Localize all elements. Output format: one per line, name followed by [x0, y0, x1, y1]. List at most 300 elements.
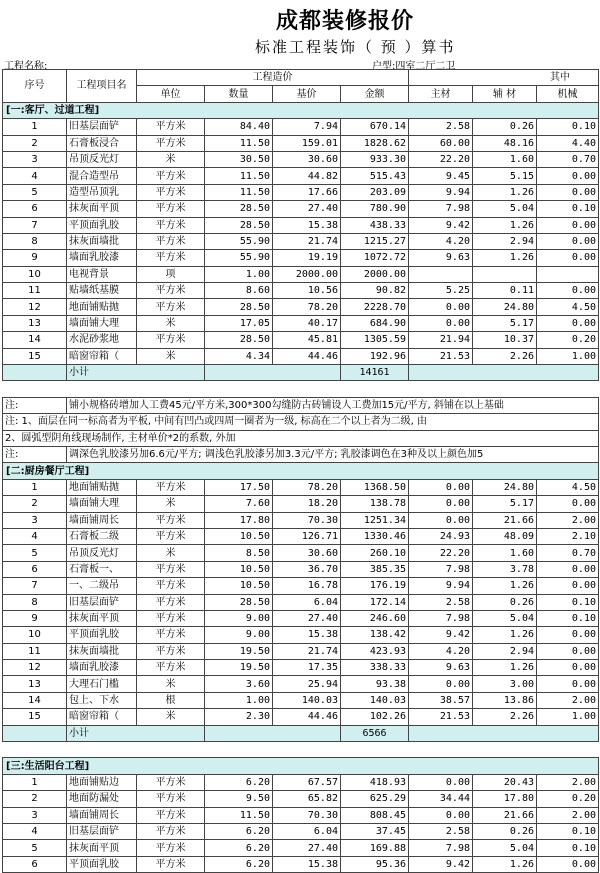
cell-aux-mat: 1.26 — [473, 184, 537, 200]
cell-mech — [537, 266, 599, 282]
cell-qty: 8.60 — [205, 283, 273, 299]
cell-mech: 0.20 — [537, 791, 599, 807]
cell-qty: 10.50 — [205, 528, 273, 544]
cell-qty: 9.00 — [205, 627, 273, 643]
cell-unit: 米 — [137, 676, 205, 692]
note-text: 注: 1、面层在同一标高者为平板, 中间有凹凸或四周一圈者为一级, 标高在二个以上者为二级, 由 — [3, 414, 599, 430]
cell-main-mat: 0.00 — [409, 676, 473, 692]
cell-qty: 11.50 — [205, 135, 273, 151]
cell-no: 2 — [3, 135, 67, 151]
cell-amount: 625.29 — [341, 791, 409, 807]
cell-qty: 17.05 — [205, 315, 273, 331]
cell-mech: 1.00 — [537, 709, 599, 725]
cell-item: 平顶面乳胶 — [67, 856, 137, 872]
cell-unit: 平方米 — [137, 856, 205, 872]
note-row — [3, 446, 599, 462]
cell-main-mat: 38.57 — [409, 692, 473, 708]
cell-aux-mat: 21.66 — [473, 807, 537, 823]
cell-mech: 2.00 — [537, 512, 599, 528]
cell-aux-mat: 2.26 — [473, 709, 537, 725]
cell-main-mat: 7.98 — [409, 610, 473, 626]
table-row — [3, 266, 599, 282]
cell-amount: 172.14 — [341, 594, 409, 610]
blank-cell — [3, 742, 599, 758]
cell-price: 7.94 — [273, 119, 341, 135]
table-row — [3, 168, 599, 184]
house-type-label: 户型:四室二厅二卫 — [372, 61, 456, 72]
note-row — [3, 397, 599, 413]
cell-price: 10.56 — [273, 283, 341, 299]
cell-main-mat: 60.00 — [409, 135, 473, 151]
quote-table — [2, 69, 599, 873]
cell-item: 地面铺贴抛 — [67, 299, 137, 315]
cell-price: 44.46 — [273, 709, 341, 725]
table-row — [3, 528, 599, 544]
cell-amount: 515.43 — [341, 168, 409, 184]
cell-item: 暗窗帘箱（ — [67, 709, 137, 725]
table-row — [3, 774, 599, 790]
cell-unit: 平方米 — [137, 578, 205, 594]
cell-unit: 平方米 — [137, 299, 205, 315]
cell-item: 旧基层面铲 — [67, 119, 137, 135]
cell-item: 水泥砂浆地 — [67, 332, 137, 348]
col-header-price: 基价 — [273, 86, 341, 102]
cell-no: 3 — [3, 512, 67, 528]
cell-aux-mat: 24.80 — [473, 299, 537, 315]
cell-no: 10 — [3, 627, 67, 643]
cell-price: 78.20 — [273, 299, 341, 315]
col-header-main-mat: 主材 — [409, 86, 473, 102]
cell-qty: 84.40 — [205, 119, 273, 135]
cell-no: 12 — [3, 660, 67, 676]
cell-unit: 平方米 — [137, 283, 205, 299]
cell-no: 3 — [3, 151, 67, 167]
cell-item: 墙面铺周长 — [67, 512, 137, 528]
project-name-label: 工程名称: — [4, 61, 48, 72]
cell-item: 墙面铺周长 — [67, 807, 137, 823]
cell-aux-mat: 2.26 — [473, 348, 537, 364]
cell-qty: 19.50 — [205, 643, 273, 659]
cell-qty: 11.50 — [205, 168, 273, 184]
cell-qty: 10.50 — [205, 578, 273, 594]
cell-aux-mat: 1.26 — [473, 217, 537, 233]
cell-main-mat: 9.63 — [409, 250, 473, 266]
cell-qty: 30.50 — [205, 151, 273, 167]
cell-qty: 11.50 — [205, 184, 273, 200]
cell-mech: 0.70 — [537, 151, 599, 167]
table-row — [3, 119, 599, 135]
table-row — [3, 479, 599, 495]
cell-main-mat: 7.98 — [409, 561, 473, 577]
cell-amount: 808.45 — [341, 807, 409, 823]
cell-main-mat: 22.20 — [409, 545, 473, 561]
table-row — [3, 201, 599, 217]
subtotal-row — [3, 725, 599, 741]
table-row — [3, 315, 599, 331]
cell-unit: 平方米 — [137, 823, 205, 839]
cell-aux-mat: 48.16 — [473, 135, 537, 151]
col-header-group-among: 其中 — [409, 70, 599, 86]
cell-mech: 0.10 — [537, 823, 599, 839]
cell-qty: 6.20 — [205, 774, 273, 790]
cell-main-mat: 5.25 — [409, 283, 473, 299]
table-row — [3, 545, 599, 561]
cell-mech: 0.00 — [537, 627, 599, 643]
col-header-aux-mat: 辅 材 — [473, 86, 537, 102]
cell-price: 40.17 — [273, 315, 341, 331]
cell-price: 15.38 — [273, 217, 341, 233]
table-row — [3, 856, 599, 872]
cell-main-mat: 0.00 — [409, 512, 473, 528]
cell-qty: 6.20 — [205, 856, 273, 872]
cell-mech: 0.20 — [537, 332, 599, 348]
table-row — [3, 823, 599, 839]
cell-no: 4 — [3, 168, 67, 184]
cell-item: 抹灰面墙批 — [67, 643, 137, 659]
cell-qty: 28.50 — [205, 299, 273, 315]
cell-unit: 平方米 — [137, 479, 205, 495]
cell-main-mat: 2.58 — [409, 119, 473, 135]
cell-aux-mat: 1.26 — [473, 660, 537, 676]
cell-mech: 0.00 — [537, 561, 599, 577]
cell-main-mat: 0.00 — [409, 496, 473, 512]
cell-no: 9 — [3, 610, 67, 626]
cell-amount: 1828.62 — [341, 135, 409, 151]
cell-unit: 米 — [137, 496, 205, 512]
cell-main-mat: 21.94 — [409, 332, 473, 348]
cell-mech: 0.00 — [537, 496, 599, 512]
cell-qty: 28.50 — [205, 332, 273, 348]
cell-price: 6.04 — [273, 594, 341, 610]
table-row — [3, 512, 599, 528]
cell-mech: 2.00 — [537, 807, 599, 823]
cell-unit: 平方米 — [137, 610, 205, 626]
cell-mech: 2.10 — [537, 528, 599, 544]
cell-amount: 246.60 — [341, 610, 409, 626]
cell-main-mat: 21.53 — [409, 348, 473, 364]
cell-item: 地面铺贴边 — [67, 774, 137, 790]
cell-amount: 423.93 — [341, 643, 409, 659]
cell-unit: 平方米 — [137, 135, 205, 151]
cell-aux-mat: 0.11 — [473, 283, 537, 299]
cell-aux-mat: 5.15 — [473, 168, 537, 184]
cell-aux-mat: 2.94 — [473, 643, 537, 659]
cell-item: 一、二级吊 — [67, 578, 137, 594]
cell-unit: 平方米 — [137, 119, 205, 135]
cell-no: 13 — [3, 676, 67, 692]
cell-price: 21.74 — [273, 643, 341, 659]
cell-amount: 670.14 — [341, 119, 409, 135]
cell-main-mat: 9.45 — [409, 168, 473, 184]
cell-no: 5 — [3, 840, 67, 856]
cell-item: 石膏板浸合 — [67, 135, 137, 151]
cell-price: 44.46 — [273, 348, 341, 364]
cell-no: 6 — [3, 201, 67, 217]
cell-unit: 项 — [137, 266, 205, 282]
col-header-unit: 单位 — [137, 86, 205, 102]
cell-main-mat: 21.53 — [409, 709, 473, 725]
cell-price: 27.40 — [273, 610, 341, 626]
cell-mech: 0.10 — [537, 119, 599, 135]
cell-price: 16.78 — [273, 578, 341, 594]
note-row — [3, 414, 599, 430]
cell-price: 21.74 — [273, 233, 341, 249]
cell-main-mat: 24.93 — [409, 528, 473, 544]
cell-amount: 176.19 — [341, 578, 409, 594]
cell-unit: 平方米 — [137, 217, 205, 233]
cell-mech: 4.50 — [537, 299, 599, 315]
table-row — [3, 348, 599, 364]
cell-aux-mat: 2.94 — [473, 233, 537, 249]
cell-no: 15 — [3, 709, 67, 725]
note-text: 铺小规格砖增加人工费45元/平方米,300*300勾缝防古砖铺设人工费加15元/平方, 斜铺在以上基础 — [67, 397, 599, 413]
subtotal-label: 小计 — [67, 365, 205, 381]
cell-no: 12 — [3, 299, 67, 315]
cell-amount: 438.33 — [341, 217, 409, 233]
cell-mech: 0.00 — [537, 315, 599, 331]
cell-no: 8 — [3, 233, 67, 249]
section-header — [3, 758, 599, 774]
cell-amount: 2000.00 — [341, 266, 409, 282]
cell-main-mat: 9.42 — [409, 217, 473, 233]
page-title: 成都装修报价 — [275, 9, 414, 34]
header-row-1 — [3, 70, 599, 86]
cell-unit: 米 — [137, 348, 205, 364]
cell-price: 126.71 — [273, 528, 341, 544]
cell-main-mat: 0.00 — [409, 479, 473, 495]
cell-price: 30.60 — [273, 151, 341, 167]
cell-main-mat: 9.42 — [409, 856, 473, 872]
cell-mech: 0.00 — [537, 250, 599, 266]
cell-item: 旧基层面铲 — [67, 823, 137, 839]
cell-qty: 28.50 — [205, 201, 273, 217]
col-header-group-cost: 工程造价 — [137, 70, 409, 86]
cell-unit: 平方米 — [137, 332, 205, 348]
cell-amount: 140.03 — [341, 692, 409, 708]
cell-aux-mat: 24.80 — [473, 479, 537, 495]
cell-unit: 平方米 — [137, 233, 205, 249]
cell-aux-mat: 3.00 — [473, 676, 537, 692]
cell-unit: 米 — [137, 315, 205, 331]
table-row — [3, 299, 599, 315]
cell-item: 抹灰面平顶 — [67, 201, 137, 217]
cell-mech: 2.00 — [537, 692, 599, 708]
cell-item: 墙面乳胶漆 — [67, 660, 137, 676]
cell-main-mat: 0.00 — [409, 774, 473, 790]
cell-unit: 平方米 — [137, 774, 205, 790]
cell-price: 27.40 — [273, 201, 341, 217]
cell-amount: 1368.50 — [341, 479, 409, 495]
note-text: 2、圆弧型阴角线现场制作, 主材单价*2的系数, 外加 — [3, 430, 599, 446]
cell-qty: 6.20 — [205, 840, 273, 856]
cell-no: 14 — [3, 332, 67, 348]
table-row — [3, 561, 599, 577]
cell-price: 44.82 — [273, 168, 341, 184]
cell-item: 旧基层面铲 — [67, 594, 137, 610]
cell-amount: 338.33 — [341, 660, 409, 676]
cell-price: 2000.00 — [273, 266, 341, 282]
cell-mech: 0.10 — [537, 594, 599, 610]
section-header — [3, 102, 599, 118]
cell-qty: 9.00 — [205, 610, 273, 626]
cell-qty: 3.60 — [205, 676, 273, 692]
table-row — [3, 692, 599, 708]
cell-item: 大理石门槛 — [67, 676, 137, 692]
table-row — [3, 184, 599, 200]
table-row — [3, 332, 599, 348]
section-title: [三:生活阳台工程] — [3, 758, 599, 774]
table-row — [3, 791, 599, 807]
cell-unit: 平方米 — [137, 627, 205, 643]
cell-no: 7 — [3, 217, 67, 233]
cell-qty: 17.80 — [205, 512, 273, 528]
table-row — [3, 627, 599, 643]
cell-qty: 17.50 — [205, 479, 273, 495]
table-row — [3, 496, 599, 512]
cell-qty: 6.20 — [205, 823, 273, 839]
cell-item: 贴墙纸基膜 — [67, 283, 137, 299]
cell-main-mat: 0.00 — [409, 807, 473, 823]
cell-mech: 0.00 — [537, 168, 599, 184]
cell-qty: 1.00 — [205, 692, 273, 708]
cell-no: 14 — [3, 692, 67, 708]
blank-row — [3, 742, 599, 758]
cell-amount: 933.30 — [341, 151, 409, 167]
cell-no: 2 — [3, 496, 67, 512]
cell-no: 11 — [3, 283, 67, 299]
subtotal-blank — [409, 725, 599, 741]
table-row — [3, 840, 599, 856]
cell-price: 18.20 — [273, 496, 341, 512]
cell-item: 墙面乳胶漆 — [67, 250, 137, 266]
cell-aux-mat: 17.80 — [473, 791, 537, 807]
cell-aux-mat: 0.26 — [473, 823, 537, 839]
blank-row — [3, 381, 599, 397]
table-row — [3, 643, 599, 659]
cell-price: 6.04 — [273, 823, 341, 839]
cell-aux-mat: 5.04 — [473, 840, 537, 856]
cell-price: 19.19 — [273, 250, 341, 266]
cell-amount: 169.88 — [341, 840, 409, 856]
cell-no: 1 — [3, 479, 67, 495]
cell-amount: 2228.70 — [341, 299, 409, 315]
cell-price: 17.35 — [273, 660, 341, 676]
col-header-item: 工程项目名 — [67, 70, 137, 103]
cell-qty: 11.50 — [205, 807, 273, 823]
cell-no: 6 — [3, 856, 67, 872]
cell-aux-mat: 1.26 — [473, 250, 537, 266]
cell-main-mat: 7.98 — [409, 201, 473, 217]
cell-price: 67.57 — [273, 774, 341, 790]
cell-aux-mat: 0.26 — [473, 594, 537, 610]
cell-qty: 4.34 — [205, 348, 273, 364]
cell-unit: 平方米 — [137, 201, 205, 217]
cell-amount: 203.09 — [341, 184, 409, 200]
subtotal-blank — [409, 365, 599, 381]
cell-unit: 平方米 — [137, 791, 205, 807]
cell-qty: 19.50 — [205, 660, 273, 676]
page-subtitle: 标准工程装饰（ 预 ）算书 — [255, 38, 456, 56]
subtotal-value: 14161 — [341, 365, 409, 381]
cell-price: 15.38 — [273, 856, 341, 872]
table-row — [3, 594, 599, 610]
cell-main-mat: 7.98 — [409, 840, 473, 856]
cell-amount: 138.42 — [341, 627, 409, 643]
cell-item: 混合造型吊 — [67, 168, 137, 184]
section-title: [一:客厅、过道工程] — [3, 102, 599, 118]
cell-main-mat: 9.63 — [409, 660, 473, 676]
cell-price: 65.82 — [273, 791, 341, 807]
cell-aux-mat: 5.04 — [473, 610, 537, 626]
cell-price: 70.30 — [273, 807, 341, 823]
cell-main-mat: 2.58 — [409, 594, 473, 610]
cell-mech: 0.00 — [537, 856, 599, 872]
cell-main-mat: 9.94 — [409, 184, 473, 200]
cell-no: 13 — [3, 315, 67, 331]
cell-item: 抹灰面墙批 — [67, 233, 137, 249]
cell-price: 70.30 — [273, 512, 341, 528]
cell-mech: 0.00 — [537, 233, 599, 249]
table-row — [3, 578, 599, 594]
cell-item: 暗窗帘箱（ — [67, 348, 137, 364]
cell-qty: 10.50 — [205, 561, 273, 577]
cell-aux-mat: 1.26 — [473, 627, 537, 643]
cell-mech: 0.10 — [537, 610, 599, 626]
cell-qty: 28.50 — [205, 594, 273, 610]
table-row — [3, 135, 599, 151]
note-label: 注: — [3, 446, 67, 462]
col-header-no: 序号 — [3, 70, 67, 103]
cell-qty: 55.90 — [205, 250, 273, 266]
cell-mech: 0.00 — [537, 643, 599, 659]
cell-no: 4 — [3, 823, 67, 839]
subtotal-blank — [205, 725, 341, 741]
cell-item: 石膏板二级 — [67, 528, 137, 544]
cell-aux-mat: 1.26 — [473, 578, 537, 594]
subtotal-row — [3, 365, 599, 381]
cell-amount: 418.93 — [341, 774, 409, 790]
cell-unit: 平方米 — [137, 168, 205, 184]
section-header — [3, 463, 599, 479]
cell-aux-mat: 20.43 — [473, 774, 537, 790]
cell-item: 电视背景 — [67, 266, 137, 282]
cell-aux-mat: 1.60 — [473, 151, 537, 167]
cell-main-mat: 9.94 — [409, 578, 473, 594]
table-row — [3, 660, 599, 676]
table-row — [3, 709, 599, 725]
col-header-qty: 数量 — [205, 86, 273, 102]
cell-mech: 0.00 — [537, 184, 599, 200]
cell-qty: 9.50 — [205, 791, 273, 807]
cell-aux-mat: 1.60 — [473, 545, 537, 561]
cell-no: 1 — [3, 119, 67, 135]
cell-mech: 0.00 — [537, 676, 599, 692]
cell-price: 25.94 — [273, 676, 341, 692]
cell-no: 7 — [3, 578, 67, 594]
cell-no: 4 — [3, 528, 67, 544]
cell-qty: 8.50 — [205, 545, 273, 561]
cell-item: 石膏板一、 — [67, 561, 137, 577]
cell-unit: 米 — [137, 545, 205, 561]
col-header-mech: 机械 — [537, 86, 599, 102]
table-row — [3, 283, 599, 299]
cell-price: 15.38 — [273, 627, 341, 643]
cell-price: 159.01 — [273, 135, 341, 151]
cell-main-mat: 0.00 — [409, 315, 473, 331]
cell-aux-mat: 21.66 — [473, 512, 537, 528]
cell-main-mat — [409, 266, 473, 282]
cell-main-mat: 4.20 — [409, 233, 473, 249]
